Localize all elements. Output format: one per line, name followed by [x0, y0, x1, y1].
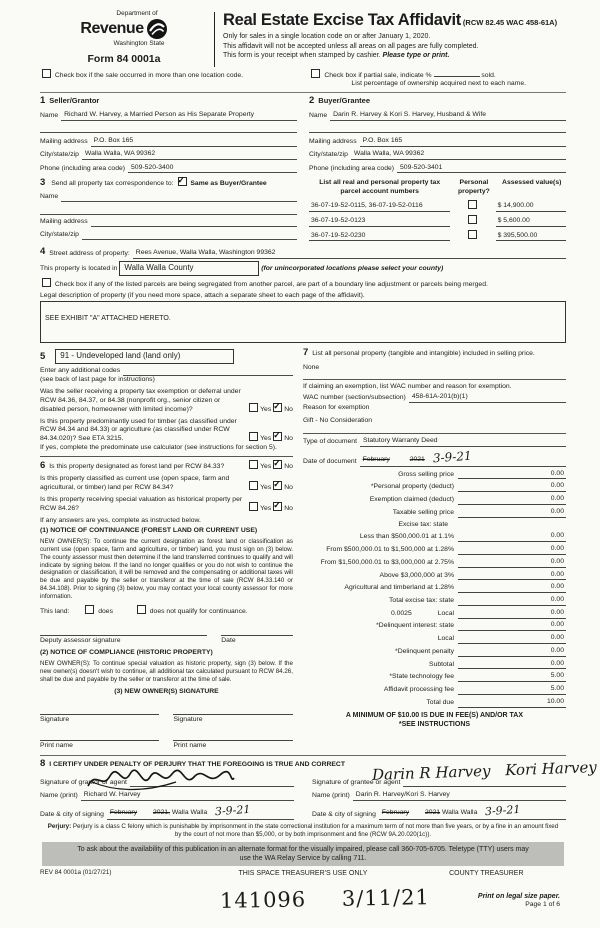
timber-no-checkbox[interactable]: [273, 432, 282, 441]
seller-phone-label: Phone (including area code): [40, 164, 126, 172]
additional-codes-note: (see back of last page for instructions): [40, 376, 155, 384]
additional-codes-field[interactable]: [123, 367, 293, 376]
header-note-2: This affidavit will not be accepted unless all areas on all pages are fully completed.: [223, 42, 479, 50]
reason-exemption-label: Reason for exemption: [302, 404, 370, 412]
no-label: No: [284, 484, 293, 492]
timber-question-note: If yes, complete the predominate use calculator (see instructions for section 5).: [40, 444, 277, 452]
segregated-label: Check box if any of the listed parcels are being segregated from another parcel, are part of a boundary line adjustment or parcels being merged.: [54, 280, 488, 288]
certify-heading: I CERTIFY UNDER PENALTY OF PERJURY THAT THE FOREGOING IS TRUE AND CORRECT: [49, 761, 345, 769]
money-label: Gross selling price: [398, 470, 454, 478]
owner-signature-row: [40, 705, 293, 725]
form-number: Form 84 0001a: [87, 52, 161, 65]
partial-sale-checkbox[interactable]: [311, 69, 320, 78]
grantee-date-field[interactable]: [379, 804, 566, 819]
agency-name: Revenue: [80, 20, 144, 38]
owner-print-name-field-2[interactable]: [173, 731, 292, 741]
segregated-checkbox[interactable]: [42, 278, 51, 287]
struck-month: February: [381, 809, 410, 817]
no-label: No: [284, 504, 293, 512]
money-label: Affidavit processing fee: [383, 685, 454, 693]
buyer-phone-label: Phone (including area code): [309, 164, 395, 172]
partial-sale-percent-field[interactable]: [434, 69, 480, 77]
deputy-date-field[interactable]: [221, 626, 293, 636]
money-label: Less than $500,000.01 at 1.1%: [359, 533, 454, 541]
does-label: does: [98, 607, 113, 615]
does-not-label: does not qualify for continuance.: [149, 607, 248, 615]
yes-label: Yes: [260, 463, 272, 471]
historic-yes-checkbox[interactable]: [249, 502, 258, 511]
deputy-signature-field[interactable]: [40, 626, 207, 636]
page-indicator: Page 1 of 6: [525, 901, 560, 909]
treasurer-space-label: THIS SPACE TREASURER'S USE ONLY: [238, 869, 368, 877]
grantor-signature-label: Signature of grantor or agent: [40, 778, 127, 786]
section-4-number: 4: [40, 246, 46, 258]
form-revision: REV 84 0001a (01/27/21): [40, 868, 112, 876]
no-label: No: [284, 405, 293, 413]
section-1-number: 1: [40, 95, 46, 107]
legal-description-value: SEE EXHIBIT "A" ATTACHED HERETO.: [45, 315, 171, 323]
correspondence-mailing-label: Mailing address: [40, 218, 88, 226]
money-value-field[interactable]: 0.00: [458, 532, 566, 542]
divider: [303, 433, 566, 434]
buyer-mailing-label: Mailing address: [309, 137, 357, 145]
deputy-date-label: Date: [221, 636, 236, 644]
money-value-field[interactable]: 5.00: [458, 685, 566, 695]
agency-block: [40, 10, 208, 67]
correspondence-city-label: City/state/zip: [40, 230, 79, 238]
local-rate: 0.0025: [390, 609, 412, 617]
handwritten-signing-date: 3-9-21: [484, 803, 522, 819]
seller-mailing-label: Mailing address: [40, 137, 88, 145]
document-type-label: Type of document: [302, 437, 357, 445]
handwritten-document-date: 3-9-21: [432, 448, 472, 466]
wac-number-field[interactable]: 458-61A-201(b)(1): [409, 393, 566, 403]
parcel-table-header: [309, 179, 566, 197]
excise-state-header: Excise tax: state: [398, 520, 448, 528]
parcel-number-field[interactable]: 36-07-19-52-0123: [309, 217, 450, 227]
money-value-field[interactable]: 0.00: [458, 609, 566, 619]
header-note-3: [223, 51, 566, 60]
parcel-table: [309, 177, 566, 241]
buyer-name-field-2[interactable]: [309, 124, 566, 133]
money-value-field[interactable]: 10.00: [458, 698, 566, 708]
timber-question-text: Is this property predominantly used for timber (as classified under RCW 84.34 and 84.33) or agriculture (as classified under RCW 84.34.020)? See ETA 3215.: [40, 417, 237, 443]
parcel-col-header: List all real and personal property tax parcel account numbers: [319, 179, 441, 196]
additional-codes-label: Enter any additional codes: [40, 367, 121, 375]
notice-continuance-body: NEW OWNER(S): To continue the current designation as forest land or classification as current use (open space, farm and agriculture, or timber) land, you must sign on (3) below. The county assessor must then determine if the land transferred continues to qualify and will indicate by signing below. If the land no longer qualifies or you do not wish to continue the designation or classification, it will be removed and the compensating or additional taxes will be due and payable by the seller or transferor at the time of sale (RCW 84.33.140 or 84.34.108). Prior to signing (3) below, you may contact your local county assessor for more information.: [40, 538, 293, 600]
county-select[interactable]: Walla Walla County: [119, 261, 259, 275]
section-3-number: 3: [40, 177, 46, 189]
money-value-field[interactable]: 0.00: [458, 482, 566, 492]
county-treasurer-label: COUNTY TREASURER: [449, 869, 524, 877]
assessed-value-field[interactable]: $ 5,600.00: [496, 217, 566, 227]
seller-phone-field[interactable]: 509-520-3400: [128, 164, 297, 174]
section-6-number: 6: [40, 459, 46, 471]
grantor-certify-block: [40, 772, 294, 819]
grantee-date-row: [312, 804, 566, 819]
grantor-date-row: [40, 804, 294, 819]
section-seller: [40, 95, 297, 173]
yes-label: Yes: [260, 405, 272, 413]
no-label: No: [284, 435, 293, 443]
timber-question: [40, 418, 293, 444]
bottom-area: [40, 878, 566, 928]
notice-compliance-body: NEW OWNER(S): To continue special valuation as historic property, sign (3) below. If the new owner(s) doesn't wish to continue, all additional tax calculated pursuant to RCW 84.26, shall be due and payable by the seller or transferor at the time of sale.: [40, 660, 293, 683]
header-note-3-emphasis: Please type or print.: [382, 52, 450, 60]
money-value-field[interactable]: 0.00: [458, 647, 566, 657]
located-in-label: This property is located in: [40, 265, 118, 273]
grantee-signature-label: Signature of grantee or agent: [312, 778, 401, 786]
handwritten-signing-date: 3-9-21: [214, 803, 251, 819]
seller-city-label: City/state/zip: [40, 151, 79, 159]
forest-no-checkbox[interactable]: [273, 460, 282, 469]
forest-question-text: Is this property designated as forest land per RCW 84.33?: [49, 462, 225, 470]
correspondence-city-field[interactable]: [82, 231, 297, 240]
money-label: *Personal property (deduct): [370, 483, 454, 491]
street-address-label: Street address of property:: [49, 249, 130, 257]
timber-yes-checkbox[interactable]: [249, 432, 258, 441]
grantee-print-name-label: Name (print): [312, 791, 350, 799]
form-header: [40, 10, 566, 67]
section-2-heading: Buyer/Grantee: [318, 96, 370, 106]
parcel-number-field[interactable]: 36-07-19-52-0115, 36-07-19-52-0116: [309, 202, 450, 212]
document-date-row: [303, 450, 566, 467]
section-certify: [40, 755, 598, 819]
money-label: Total excise tax: state: [389, 596, 454, 604]
no-label: No: [284, 463, 293, 471]
stamp-number: 141096: [219, 887, 307, 913]
section-1-heading: Seller/Grantor: [49, 96, 100, 106]
reason-exemption-value[interactable]: Gift - No Consideration: [302, 417, 373, 425]
personal-property-value[interactable]: None: [302, 363, 320, 371]
forest-question: [40, 460, 293, 472]
grantor-date-field[interactable]: [107, 804, 294, 819]
correspondence-parcels: [40, 177, 566, 241]
correspondence-name-label: Name: [40, 193, 59, 201]
perjury-note: [40, 823, 566, 839]
partial-sale-sold-label: sold.: [481, 71, 496, 79]
header-rule: [40, 92, 566, 93]
exemption-question: [40, 388, 293, 414]
seller-name-label: Name: [40, 112, 59, 120]
exemption-note: If claiming an exemption, list WAC number and reason for exemption.: [302, 382, 512, 390]
signature-label: Signature: [40, 716, 70, 724]
section-7-heading: List all personal property (tangible and intangible) included in selling price.: [312, 350, 535, 358]
grantee-date-label: Date & city of signing: [312, 810, 376, 818]
buyer-name-field[interactable]: Darin R. Harvey & Kori S. Harvey, Husband & Wife: [330, 111, 566, 121]
assessed-value-col-header: Assessed value(s): [502, 179, 562, 187]
signing-city: Walla Walla: [441, 809, 478, 817]
money-label: Above $3,000,000 at 3%: [379, 571, 454, 579]
header-note-3-text: This form is your receipt when stamped by cashier.: [223, 52, 381, 60]
see-instructions-note: *SEE INSTRUCTIONS: [398, 720, 471, 728]
parcel-row: [309, 230, 566, 242]
owner-print-name-row: [40, 731, 293, 751]
buyer-city-field[interactable]: Walla Walla, WA 99362: [351, 150, 566, 160]
buyer-name-label: Name: [309, 112, 328, 120]
struck-year: 2021: [409, 456, 425, 464]
seller-name-field-2[interactable]: [40, 124, 297, 133]
signing-city: Walla Walla: [171, 809, 208, 817]
legal-description-field[interactable]: [40, 301, 566, 343]
header-divider: [214, 12, 215, 67]
money-label: From $1,500,000.01 to $3,000,000 at 2.75%: [320, 558, 454, 566]
personal-property-checkbox[interactable]: [468, 215, 477, 224]
grantor-print-name-label: Name (print): [40, 791, 78, 799]
yes-label: Yes: [260, 504, 272, 512]
any-yes-note: If any answers are yes, complete as instructed below.: [40, 516, 201, 524]
struck-month: February: [362, 456, 390, 464]
land-does-checkbox[interactable]: [85, 605, 94, 614]
perjury-label: Perjury:: [47, 822, 72, 830]
exemption-no-checkbox[interactable]: [273, 403, 282, 412]
current-no-checkbox[interactable]: [273, 481, 282, 490]
this-land-label: This land:: [40, 607, 70, 615]
left-column: [40, 347, 293, 751]
correspondence-heading: Send all property tax correspondence to:: [51, 180, 174, 188]
notice-continuance-title: (1) NOTICE OF CONTINUANCE (FOREST LAND OR CURRENT USE): [40, 527, 258, 535]
footer-row: [40, 869, 566, 878]
buyer-mailing-field[interactable]: P.O. Box 165: [360, 137, 566, 147]
parcel-number-field[interactable]: 36-07-19-52-0230: [309, 232, 450, 242]
located-in-note: (for unincorporated locations please select your county): [261, 265, 444, 273]
notice-compliance-title: (2) NOTICE OF COMPLIANCE (HISTORIC PROPERTY): [40, 649, 213, 657]
same-as-buyer-checkbox[interactable]: [178, 177, 187, 186]
correspondence-name-field[interactable]: [61, 193, 297, 202]
signature-label: Signature: [173, 716, 203, 724]
current-yes-checkbox[interactable]: [249, 481, 258, 490]
section-property: [40, 246, 566, 343]
money-label: From $500,000.01 to $1,500,000 at 1.28%: [326, 546, 454, 554]
yes-label: Yes: [260, 484, 272, 492]
wac-number-label: WAC number (section/subsection): [302, 394, 406, 402]
buyer-city-label: City/state/zip: [309, 151, 348, 159]
document-type-field[interactable]: Statutory Warranty Deed: [360, 437, 566, 447]
owner-signature-field-1[interactable]: [40, 705, 159, 715]
money-label: *Delinquent penalty: [395, 647, 454, 655]
struck-month: February: [109, 809, 138, 817]
dept-of-label: Department of: [116, 10, 158, 17]
accessibility-text: To ask about the availability of this publication in an alternate format for the visually impaired, please call 360-705-6705. Teletype (TTY) users may use the WA Relay Service by calling 711.: [77, 845, 529, 862]
grantor-signature-scribble: [86, 768, 236, 792]
section-buyer: [309, 95, 566, 173]
money-value-field[interactable]: 0.00: [458, 470, 566, 480]
correspondence-name-field-2[interactable]: [40, 206, 297, 215]
print-note-block: [478, 892, 560, 910]
section-7-number: 7: [302, 347, 309, 359]
top-checkbox-row: [40, 69, 566, 90]
current-use-question: [40, 475, 293, 493]
money-label: Exemption claimed (deduct): [369, 496, 454, 504]
personal-property-checkbox[interactable]: [468, 200, 477, 209]
seller-name-field[interactable]: Richard W. Harvey, a Married Person as His Separate Property: [61, 111, 297, 121]
grantee-print-name-field[interactable]: Darin R. Harvey/Kori S. Harvey: [353, 791, 566, 801]
agency-state: Washington State: [113, 40, 165, 48]
right-column: [303, 347, 566, 751]
multi-location-label: Check box if the sale occurred in more than one location code.: [54, 71, 244, 79]
parcel-row: [309, 200, 566, 212]
money-label: *Delinquent interest: state: [376, 622, 454, 630]
land-does-not-checkbox[interactable]: [137, 605, 146, 614]
money-value-field[interactable]: 0.00: [458, 634, 566, 644]
perjury-text: Perjury is a class C felony which is punishable by imprisonment in the state correctional institution for a maximum term of not more than five years, or by a fine in an amount fixed by the court of not more than $5,000, or by both imprisonment and fine (RCW 9A.20.020(1c)).: [72, 822, 559, 838]
treasurer-stamp: [220, 884, 430, 915]
print-name-label: Print name: [173, 742, 207, 750]
main-columns: [40, 347, 566, 751]
money-value-field[interactable]: 0.00: [458, 558, 566, 568]
personal-property-checkbox[interactable]: [468, 230, 477, 239]
legal-description-label: Legal description of property (if you need more space, attach a separate sheet to each page of the affidavit).: [40, 291, 365, 299]
new-owner-signature-title: (3) NEW OWNER(S) SIGNATURE: [114, 687, 219, 695]
exemption-question-text: Was the seller receiving a property tax exemption or deferral under RCW 84.36, 84.37, or 84.38 (nonprofit org., senior citizen or disabled person, homeowner with limited income)?: [40, 388, 241, 413]
assessed-value-field[interactable]: $ 395,500.00: [496, 232, 566, 242]
money-value-field[interactable]: 0.00: [458, 571, 566, 581]
money-value-field[interactable]: 0.00: [458, 545, 566, 555]
money-label: Agricultural and timberland at 1.28%: [344, 584, 454, 592]
seller-mailing-field[interactable]: P.O. Box 165: [91, 137, 297, 147]
owner-signature-field-2[interactable]: [173, 705, 292, 715]
assessed-value-field[interactable]: $ 14,900.00: [496, 202, 566, 212]
form-title-rcw: (RCW 82.45 WAC 458-61A): [462, 18, 558, 27]
money-label: Total due: [426, 698, 454, 706]
land-use-code-select[interactable]: 91 - Undeveloped land (land only): [55, 349, 234, 363]
struck-year: 2021: [424, 809, 441, 817]
land-qualify-row: [40, 605, 293, 617]
grantor-print-name-field[interactable]: Richard W. Harvey: [81, 791, 294, 801]
grantee-signature-1: Darin R Harvey: [371, 762, 491, 785]
deputy-signature-row: [40, 626, 293, 646]
personal-property-col-header: Personal property?: [458, 179, 490, 196]
historic-question-text: Is this property receiving special valuation as historical property per RCW 84.26?: [40, 495, 243, 512]
stamp-date: 3/11/21: [341, 885, 431, 911]
street-address-field[interactable]: Rees Avenue, Walla Walla, Washington 99362: [133, 249, 566, 259]
parcel-row: [309, 215, 566, 227]
section-6-divider: [40, 456, 293, 457]
grantee-certify-block: [312, 758, 598, 819]
revenue-logo-icon: [146, 18, 168, 40]
ownership-percentage-note: List percentage of ownership acquired next to each name.: [351, 80, 526, 88]
correspondence-mailing-field[interactable]: [91, 218, 297, 227]
buyer-phone-field[interactable]: 509-520-3401: [397, 164, 566, 174]
money-label: *State technology fee: [389, 673, 454, 681]
minimum-fee-note: A MINIMUM OF $10.00 IS DUE IN FEE(S) AND/OR TAX: [345, 711, 524, 719]
money-value-field[interactable]: 0.00: [458, 495, 566, 505]
exemption-yes-checkbox[interactable]: [249, 403, 258, 412]
form-title: Real Estate Excise Tax Affidavit: [223, 11, 462, 29]
owner-print-name-field-1[interactable]: [40, 731, 159, 741]
money-value-field[interactable]: 0.00: [458, 660, 566, 670]
document-date-label: Date of document: [302, 457, 357, 465]
section-5-number: 5: [40, 351, 46, 363]
section-2-number: 2: [309, 95, 315, 107]
seller-city-field[interactable]: Walla Walla, WA 99362: [82, 150, 297, 160]
money-value-field[interactable]: 0.00: [458, 596, 566, 606]
money-label: Local: [437, 635, 454, 643]
accessibility-note: [42, 842, 564, 866]
deputy-signature-label: Deputy assessor signature: [40, 636, 121, 644]
section-correspondence: [40, 177, 297, 241]
grantee-signature-2: Kori Harvey: [504, 758, 598, 780]
partial-sale-label: Check box if partial sale, indicate %: [324, 71, 432, 79]
yes-label: Yes: [260, 435, 272, 443]
multi-location-checkbox[interactable]: [42, 69, 51, 78]
print-name-label: Print name: [40, 742, 73, 750]
section-8-number: 8: [40, 758, 46, 770]
current-use-question-text: Is this property classified as current use (open space, farm and agricultural, or timber) land per RCW 84.34?: [40, 475, 230, 492]
money-value-field[interactable]: 0.00: [458, 621, 566, 631]
money-label: Taxable selling price: [392, 508, 454, 516]
grantor-date-label: Date & city of signing: [40, 810, 104, 818]
money-value-field[interactable]: 5.00: [458, 672, 566, 682]
money-value-field[interactable]: 0.00: [458, 583, 566, 593]
historic-no-checkbox[interactable]: [273, 502, 282, 511]
historic-question: [40, 496, 293, 514]
same-as-buyer-label: Same as Buyer/Grantee: [190, 180, 267, 188]
print-note: Print on legal size paper.: [477, 892, 560, 900]
money-value-field[interactable]: 0.00: [458, 508, 566, 518]
struck-year: 2021,: [152, 809, 170, 817]
party-sections: [40, 95, 566, 173]
header-note-1: Only for sales in a single location code on or after January 1, 2020.: [223, 32, 431, 40]
forest-yes-checkbox[interactable]: [249, 460, 258, 469]
divider: [303, 379, 566, 380]
money-label: Subtotal: [429, 660, 454, 668]
money-label: Local: [437, 609, 454, 617]
document-date-field[interactable]: [360, 450, 566, 467]
